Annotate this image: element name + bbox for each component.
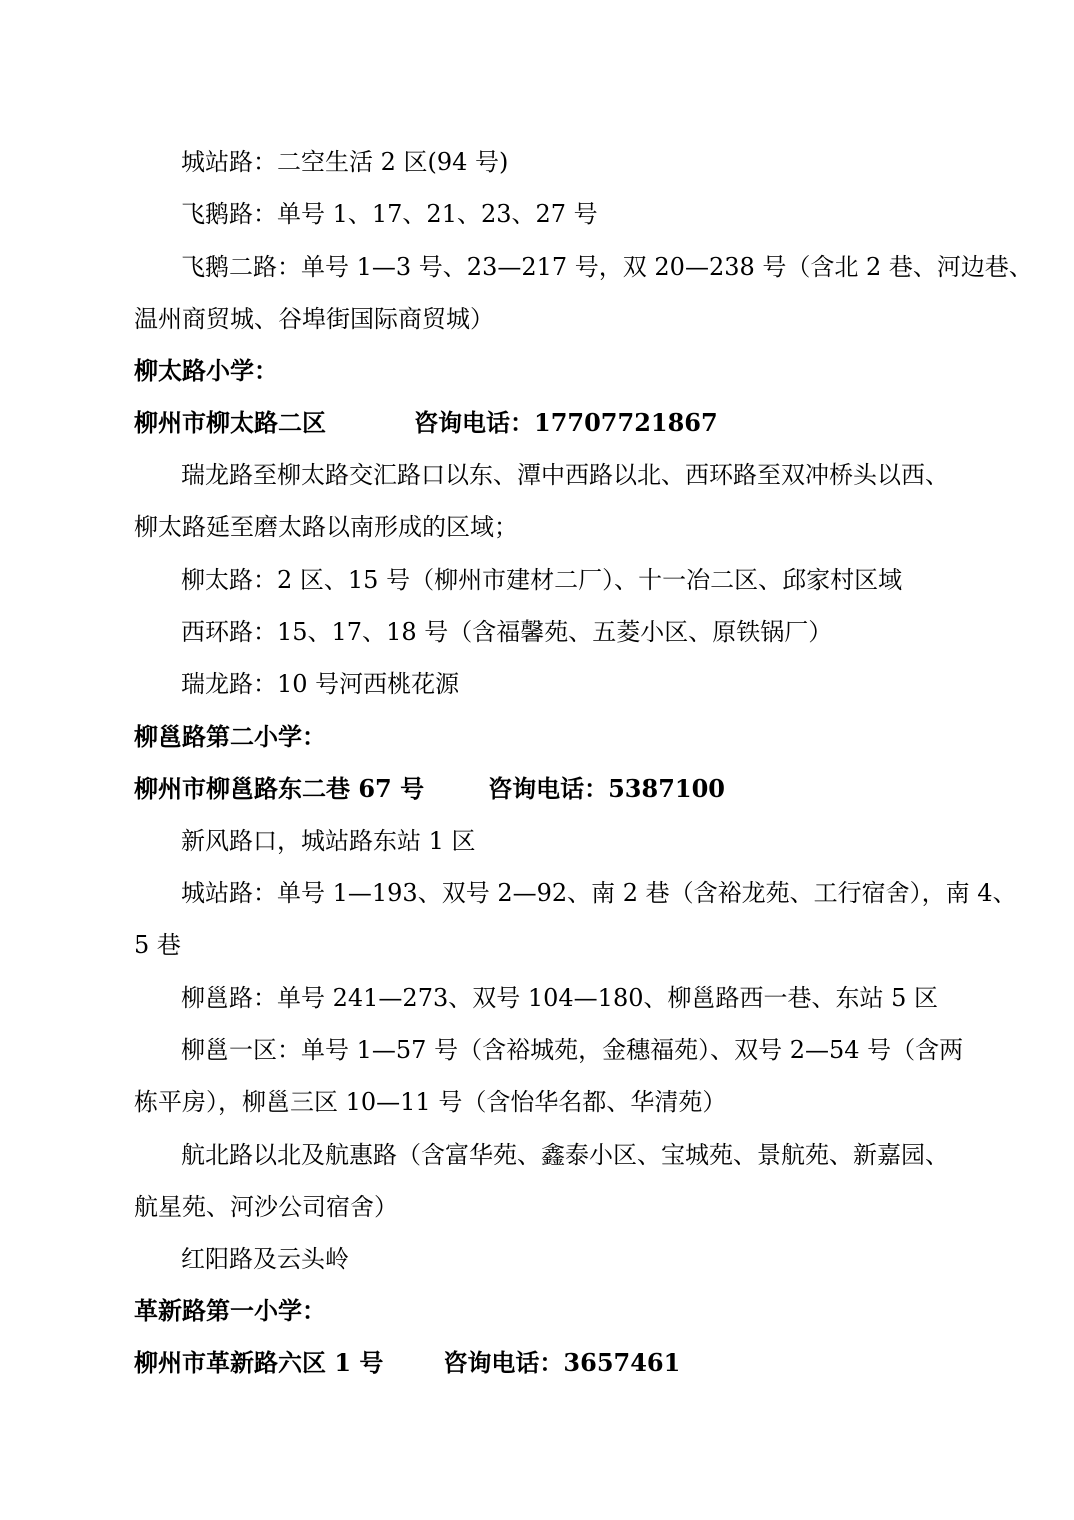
school-address: 柳州市革新路六区 1 号 — [134, 1348, 384, 1377]
text-line: 瑞龙路至柳太路交汇路口以东、潭中西路以北、西环路至双冲桥头以西、 — [181, 461, 949, 489]
text-line: 瑞龙路：10 号河西桃花源 — [181, 670, 460, 698]
school-name: 革新路第一小学： — [134, 1296, 326, 1325]
text-line: 城站路：二空生活 2 区(94 号) — [181, 148, 509, 176]
text-line: 红阳路及云头岭 — [181, 1245, 349, 1273]
text-line: 栋平房），柳邕三区 10—11 号（含怡华名都、华清苑） — [134, 1088, 727, 1116]
text-line: 航北路以北及航惠路（含富华苑、鑫泰小区、宝城苑、景航苑、新嘉园、 — [181, 1141, 949, 1169]
text-line: 柳太路：2 区、15 号（柳州市建材二厂）、十一冶二区、邱家村区域 — [181, 566, 903, 594]
text-line: 新风路口，城站路东站 1 区 — [181, 827, 476, 855]
school-address: 柳州市柳邕路东二巷 67 号 — [134, 774, 425, 803]
text-line: 飞鹅路：单号 1、17、21、23、27 号 — [181, 200, 598, 228]
text-line: 柳太路延至磨太路以南形成的区域； — [134, 513, 518, 541]
text-line: 5 巷 — [134, 931, 181, 959]
school-contact — [134, 407, 718, 439]
text-line: 航星苑、河沙公司宿舍） — [134, 1193, 398, 1221]
text-line: 柳邕一区：单号 1—57 号（含裕城苑，金穗福苑）、双号 2—54 号（含两 — [181, 1036, 964, 1064]
text-line: 温州商贸城、谷埠街国际商贸城） — [134, 305, 494, 333]
school-phone: 咨询电话：3657461 — [443, 1348, 681, 1377]
school-phone: 咨询电话：5387100 — [488, 774, 726, 803]
school-contact — [134, 1347, 680, 1379]
school-contact — [134, 773, 725, 805]
text-line: 飞鹅二路：单号 1—3 号、23—217 号，双 20—238 号（含北 2 巷、河边巷、 — [181, 253, 1033, 281]
text-line: 城站路：单号 1—193、双号 2—92、南 2 巷（含裕龙苑、工行宿舍），南 4、 — [181, 879, 1017, 907]
school-address: 柳州市柳太路二区 — [134, 408, 326, 437]
school-phone: 咨询电话：17707721867 — [414, 408, 718, 437]
text-line: 西环路：15、17、18 号（含福馨苑、五菱小区、原铁锅厂） — [181, 618, 833, 646]
text-line: 柳邕路：单号 241—273、双号 104—180、柳邕路西一巷、东站 5 区 — [181, 984, 939, 1012]
school-name: 柳太路小学： — [134, 356, 278, 385]
school-name: 柳邕路第二小学： — [134, 722, 326, 751]
